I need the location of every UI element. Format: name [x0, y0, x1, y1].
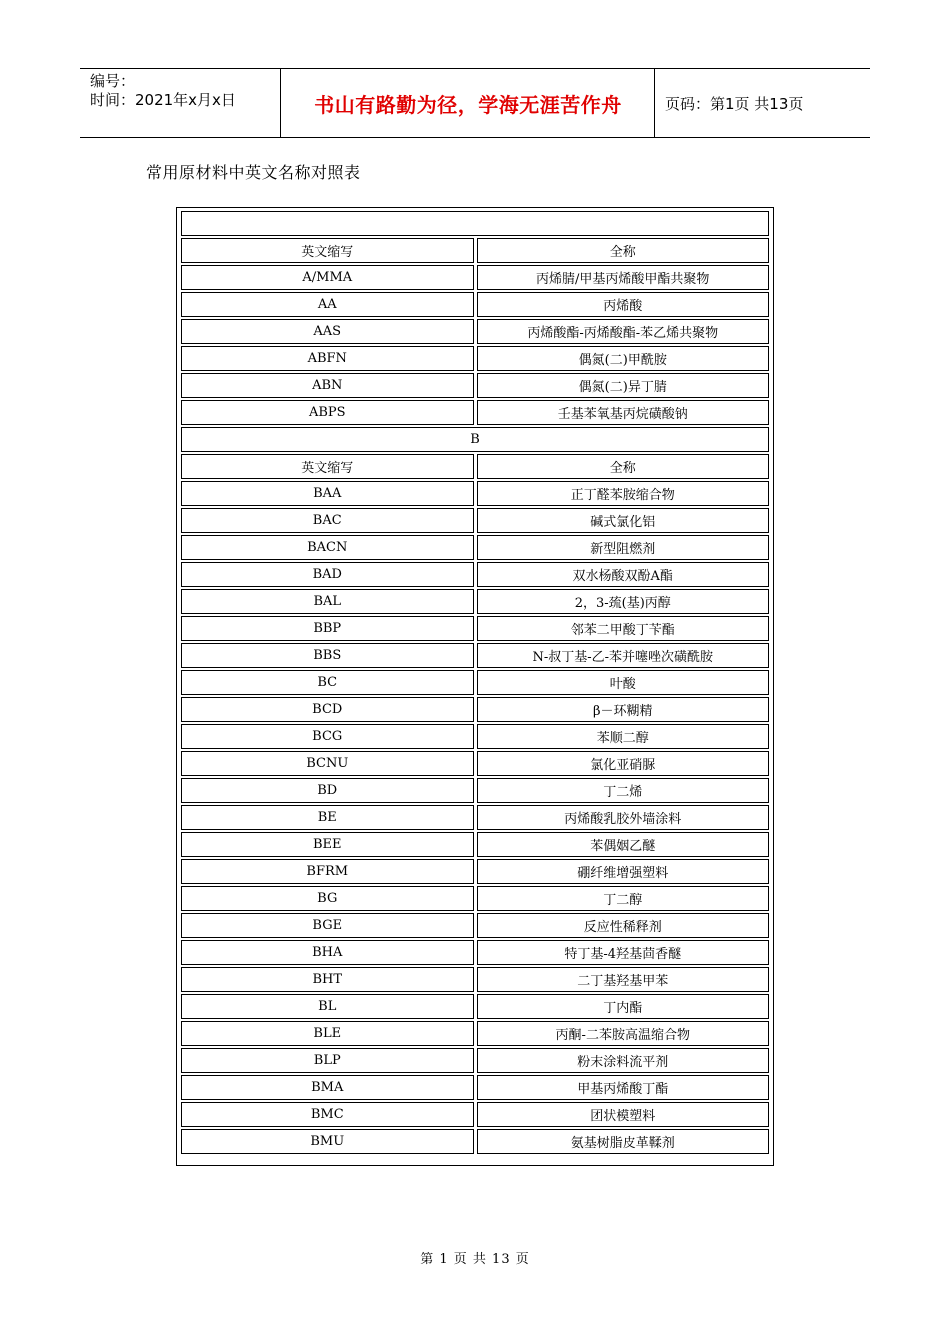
- full-name-cell: 双水杨酸双酚A酯: [477, 562, 770, 587]
- column-header-row: [181, 238, 769, 263]
- abbr-cell: BAC: [181, 508, 474, 533]
- full-name-cell: 二丁基羟基甲苯: [477, 967, 770, 992]
- abbr-cell: BE: [181, 805, 474, 830]
- table-row: [181, 535, 769, 560]
- abbr-cell: BBS: [181, 643, 474, 668]
- table-row: [181, 1102, 769, 1127]
- header-motto: 书山有路勤为径，学海无涯苦作舟: [282, 69, 655, 137]
- table-row: [181, 400, 769, 425]
- table-row: [181, 886, 769, 911]
- header-page-info: 页码：第1页 共13页: [665, 94, 804, 113]
- table-row: [181, 1129, 769, 1154]
- table-row: [181, 913, 769, 938]
- table-row: [181, 616, 769, 641]
- full-name-cell: 团状模塑料: [477, 1102, 770, 1127]
- abbr-cell: BACN: [181, 535, 474, 560]
- abbr-cell: BLP: [181, 1048, 474, 1073]
- abbr-cell: BFRM: [181, 859, 474, 884]
- abbr-cell: AAS: [181, 319, 474, 344]
- abbr-cell: BAA: [181, 481, 474, 506]
- section-row: [181, 427, 769, 452]
- full-name-cell: 丙烯腈/甲基丙烯酸甲酯共聚物: [477, 265, 770, 290]
- full-name-cell: 丙烯酸: [477, 292, 770, 317]
- abbr-cell: BHA: [181, 940, 474, 965]
- document-title: 常用原材料中英文名称对照表: [146, 163, 361, 182]
- full-name-cell: 碱式氯化铝: [477, 508, 770, 533]
- abbr-cell: BMU: [181, 1129, 474, 1154]
- abbr-cell: ABFN: [181, 346, 474, 371]
- abbr-cell: BCNU: [181, 751, 474, 776]
- time-label: 时间：2021年x月x日: [90, 91, 236, 109]
- table-row: [181, 373, 769, 398]
- abbr-cell: A/MMA: [181, 265, 474, 290]
- full-name-cell: 丁内酯: [477, 994, 770, 1019]
- table-row: [181, 967, 769, 992]
- table-row: [181, 562, 769, 587]
- full-name-cell: 偶氮(二)甲酰胺: [477, 346, 770, 371]
- table-row: [181, 1075, 769, 1100]
- section-label: B: [181, 427, 769, 452]
- abbr-cell: AA: [181, 292, 474, 317]
- abbr-cell: BMA: [181, 1075, 474, 1100]
- full-name-cell: 偶氮(二)异丁腈: [477, 373, 770, 398]
- full-name-cell: β－环糊精: [477, 697, 770, 722]
- glossary-table: [176, 207, 774, 1166]
- full-name-column-header: 全称: [477, 454, 770, 479]
- table-row: [181, 1021, 769, 1046]
- table-row: [181, 643, 769, 668]
- full-name-cell: 壬基苯氧基丙烷磺酸钠: [477, 400, 770, 425]
- table-row: [181, 292, 769, 317]
- section-row: [181, 211, 769, 236]
- full-name-cell: 丁二醇: [477, 886, 770, 911]
- table-row: [181, 319, 769, 344]
- number-label: 编号：: [90, 72, 136, 90]
- column-header-row: [181, 454, 769, 479]
- abbr-cell: BEE: [181, 832, 474, 857]
- full-name-cell: 特丁基-4羟基茴香醚: [477, 940, 770, 965]
- full-name-cell: 苯顺二醇: [477, 724, 770, 749]
- table-row: [181, 805, 769, 830]
- abbr-cell: BMC: [181, 1102, 474, 1127]
- abbr-cell: BGE: [181, 913, 474, 938]
- page-footer: 第 1 页 共 13 页: [420, 1252, 530, 1267]
- abbr-cell: BD: [181, 778, 474, 803]
- full-name-cell: N-叔丁基-乙-苯并噻唑次磺酰胺: [477, 643, 770, 668]
- abbr-cell: BLE: [181, 1021, 474, 1046]
- abbr-cell: BG: [181, 886, 474, 911]
- full-name-cell: 叶酸: [477, 670, 770, 695]
- full-name-cell: 丙烯酸乳胶外墙涂料: [477, 805, 770, 830]
- full-name-cell: 丁二烯: [477, 778, 770, 803]
- table-row: [181, 859, 769, 884]
- abbr-cell: BHT: [181, 967, 474, 992]
- full-name-cell: 反应性稀释剂: [477, 913, 770, 938]
- full-name-cell: 硼纤维增强塑料: [477, 859, 770, 884]
- header-meta: [80, 69, 281, 137]
- section-label: [181, 211, 769, 236]
- abbr-cell: BCG: [181, 724, 474, 749]
- table-row: [181, 751, 769, 776]
- abbr-cell: BC: [181, 670, 474, 695]
- full-name-cell: 甲基丙烯酸丁酯: [477, 1075, 770, 1100]
- full-name-cell: 氯化亚硝脲: [477, 751, 770, 776]
- table-row: [181, 508, 769, 533]
- abbr-cell: BAL: [181, 589, 474, 614]
- full-name-cell: 邻苯二甲酸丁苄酯: [477, 616, 770, 641]
- abbr-column-header: 英文缩写: [181, 454, 474, 479]
- table-row: [181, 481, 769, 506]
- table-row: [181, 994, 769, 1019]
- table-row: [181, 724, 769, 749]
- full-name-cell: 新型阻燃剂: [477, 535, 770, 560]
- full-name-cell: 丙烯酸酯-丙烯酸酯-苯乙烯共聚物: [477, 319, 770, 344]
- table-row: [181, 832, 769, 857]
- abbr-cell: ABPS: [181, 400, 474, 425]
- abbr-cell: BCD: [181, 697, 474, 722]
- table-row: [181, 697, 769, 722]
- table-row: [181, 670, 769, 695]
- table-row: [181, 940, 769, 965]
- full-name-cell: 2，3-巯(基)丙醇: [477, 589, 770, 614]
- full-name-cell: 丙酮-二苯胺高温缩合物: [477, 1021, 770, 1046]
- full-name-cell: 氨基树脂皮革鞣剂: [477, 1129, 770, 1154]
- abbr-cell: BAD: [181, 562, 474, 587]
- table-row: [181, 265, 769, 290]
- full-name-column-header: 全称: [477, 238, 770, 263]
- full-name-cell: 苯偶姻乙醚: [477, 832, 770, 857]
- abbr-cell: BBP: [181, 616, 474, 641]
- full-name-cell: 粉末涂料流平剂: [477, 1048, 770, 1073]
- table-row: [181, 346, 769, 371]
- full-name-cell: 正丁醛苯胺缩合物: [477, 481, 770, 506]
- abbr-cell: ABN: [181, 373, 474, 398]
- abbr-cell: BL: [181, 994, 474, 1019]
- table-row: [181, 1048, 769, 1073]
- glossary-table-body: [181, 211, 769, 1154]
- table-row: [181, 778, 769, 803]
- table-row: [181, 589, 769, 614]
- abbr-column-header: 英文缩写: [181, 238, 474, 263]
- page-header: [80, 68, 870, 138]
